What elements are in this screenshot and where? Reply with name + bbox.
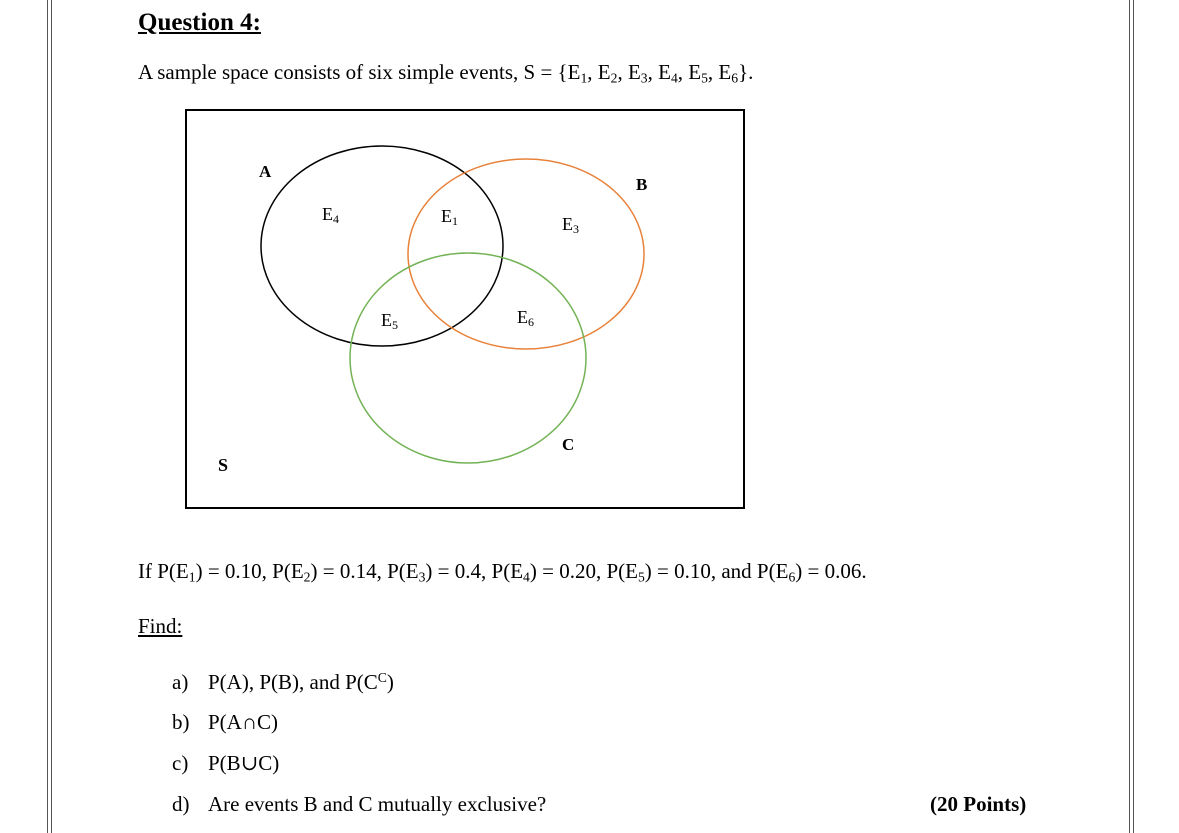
event-label-e1: E1 [441, 206, 458, 228]
set-a-label: A [259, 162, 272, 181]
part-a-text-pre: P(A), P(B), and P(C [208, 670, 378, 694]
event-label-e3: E3 [562, 214, 579, 236]
intro-closing: }. [738, 60, 754, 84]
part-a-superscript: C [377, 670, 387, 686]
set-c-label: C [562, 435, 575, 454]
question-title: Question 4: [138, 9, 261, 36]
prob-e1: 0.10 [224, 559, 262, 583]
part-d-letter: d) [172, 792, 190, 816]
set-c-circle [350, 253, 586, 463]
prob-e2: 0.14 [339, 559, 377, 583]
points-label: (20 Points) [930, 792, 1027, 816]
intro-text: A sample space consists of six simple events, $S = \{E_1$, $E_2$, $E_3$, $E_4$, $E_5$, $E_6$}. [138, 60, 754, 86]
part-b-letter: b) [172, 710, 190, 734]
part-c [172, 749, 279, 777]
part-b [172, 708, 278, 736]
prob-e3: 0.4 [454, 559, 482, 583]
part-c-text: P(B∪C) [208, 751, 280, 775]
part-a-letter: a) [172, 670, 189, 694]
part-a-text-post: ) [386, 670, 394, 694]
intro-prefix: A sample space consists of six simple events, S = {E [138, 60, 581, 84]
prob-e6: 0.06 [824, 559, 862, 583]
prob-e4: 0.20 [559, 559, 596, 583]
part-a [172, 668, 394, 696]
given-probabilities: If $P(E_1) = 0.10$, $P(E_2) = 0.14$, $P(E_3) = 0.4$, $P(E_4) = 0.20$, $P(E_5) = 0.10$, and $P(E_6) = 0.06$. [138, 559, 867, 585]
sample-space-label: S [218, 455, 229, 475]
event-label-e6: E6 [517, 307, 534, 329]
find-label: Find: [138, 614, 183, 638]
part-b-text: P(A∩C) [208, 710, 279, 734]
prob-e5: 0.10 [674, 559, 711, 583]
part-d-text: Are events B and C mutually exclusive? [208, 792, 547, 816]
part-d [172, 790, 546, 818]
event-label-e4: E4 [322, 204, 339, 226]
part-c-letter: c) [172, 751, 189, 775]
set-b-label: B [636, 175, 648, 194]
event-label-e5: E5 [381, 310, 398, 332]
